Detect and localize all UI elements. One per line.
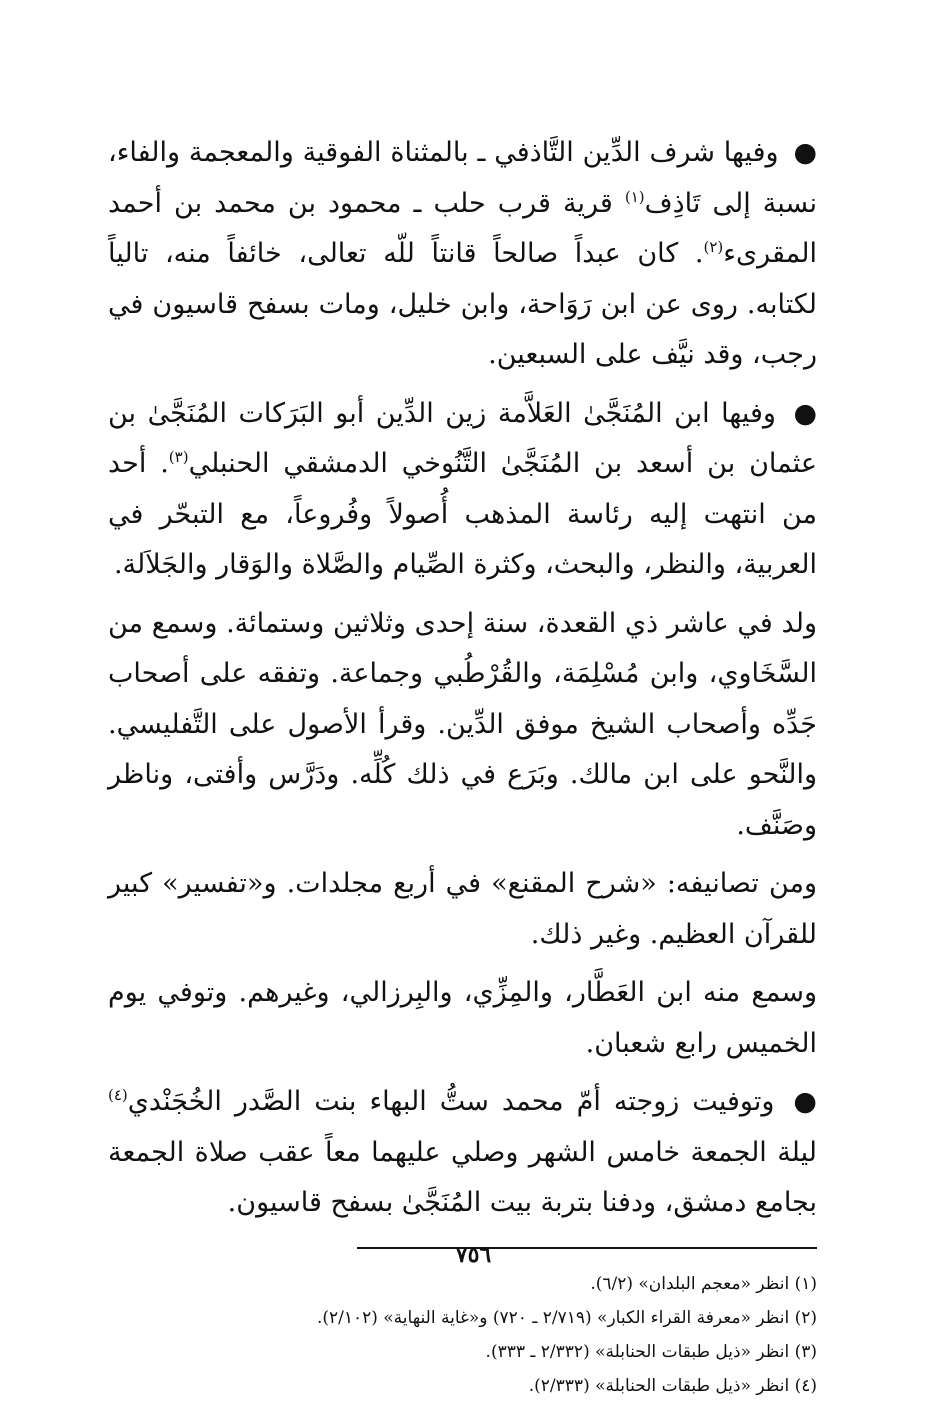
footnote-2: (٢) انظر «معرفة القراء الكبار» (٢/٧١٩ ـ ٧٢٠) و«غاية النهاية» (٢/١٠٢). <box>316 1307 817 1328</box>
page-number: ٧٥٦ <box>455 1242 492 1268</box>
paragraph-text: وفيها شرف الدِّين التَّاذفي ـ بالمثناة الفوقية والمعجمة والفاء، نسبة إلى تَاذِف <box>108 137 817 219</box>
paragraph-text: وسمع منه ابن العَطَّار، والمِزِّي، والبِرزالي، وغيرهم. وتوفي يوم الخميس رابع شعبان. <box>108 977 817 1059</box>
footnote-4: (٤) انظر «ذيل طبقات الحنابلة» (٢/٣٣٣). <box>528 1375 817 1396</box>
footnote-ref[interactable]: (٤) <box>108 1086 128 1104</box>
paragraph-4 <box>108 859 817 960</box>
footnote-ref[interactable]: (٢) <box>703 238 724 256</box>
footnote-ref[interactable]: (٣) <box>168 448 189 466</box>
footnote-ref[interactable]: (١) <box>624 187 645 206</box>
paragraph-3 <box>108 599 817 852</box>
paragraph-text: ليلة الجمعة خامس الشهر وصلي عليهما معاً عقب صلاة الجمعة بجامع دمشق، ودفنا بتربة بيت المُنَجَّىٰ بسفح قاسيون. <box>108 1136 817 1218</box>
footnote-3: (٣) انظر «ذيل طبقات الحنابلة» (٢/٣٣٢ ـ ٣٣٣). <box>485 1341 817 1362</box>
paragraph-6 <box>108 1077 817 1229</box>
paragraph-2 <box>108 389 817 591</box>
paragraph-text: . أحد من انتهت إليه رئاسة المذهب أُصولاً وفُروعاً، مع التبحّر في العربية، والنظر، والبحث، وكثرة الصِّيام والصَّلاة والوَقار والجَلاَلة. <box>108 448 817 580</box>
paragraph-text: قرية قرب حلب ـ محمود بن محمد بن أحمد المقرىء <box>108 187 817 269</box>
bullet-mark: ● <box>793 1086 817 1117</box>
paragraph-1 <box>108 128 817 381</box>
bullet-mark: ● <box>793 137 817 168</box>
paragraph-text: وتوفيت زوجته أمّ محمد ستُّ البهاء بنت الصَّدر الخُجَنْدي <box>127 1086 775 1117</box>
paragraph-5 <box>108 968 817 1069</box>
footnote-1: (١) انظر «معجم البلدان» (٦/٢). <box>590 1273 817 1294</box>
paragraph-text: . كان عبداً صالحاً قانتاً للّه تعالى، خائفاً منه، تالياً لكتابه. روى عن ابن رَوَاحة، وابن خليل، ومات بسفح قاسيون في رجب، وقد نيَّف على السبعين. <box>108 238 817 370</box>
paragraph-text: ومن تصانيفه: «شرح المقنع» في أربع مجلدات. و«تفسير» كبير للقرآن العظيم. وغير ذلك. <box>108 868 817 950</box>
bullet-mark: ● <box>793 397 817 429</box>
paragraph-text: وفيها ابن المُنَجَّىٰ العَلاَّمة زين الدِّين أبو البَرَكات المُنَجَّىٰ بن عثمان بن أسعد بن المُنَجَّىٰ التَّنُوخي الدمشقي الحنبلي <box>108 397 817 479</box>
footnotes <box>108 1267 817 1403</box>
paragraph-text: ولد في عاشر ذي القعدة، سنة إحدى وثلاثين وستمائة. وسمع من السَّخَاوي، وابن مُسْلِمَة، والقُرْطُبي وجماعة. وتفقه على أصحاب جَدِّه وأصحاب الشيخ موفق الدِّين. وقرأ الأصول على التَّفليسي. والنَّحو على ابن مالك. وبَرَع في ذلك كُلِّه. ودَرَّس وأفتى، وناظر وصَنَّف. <box>108 607 817 841</box>
